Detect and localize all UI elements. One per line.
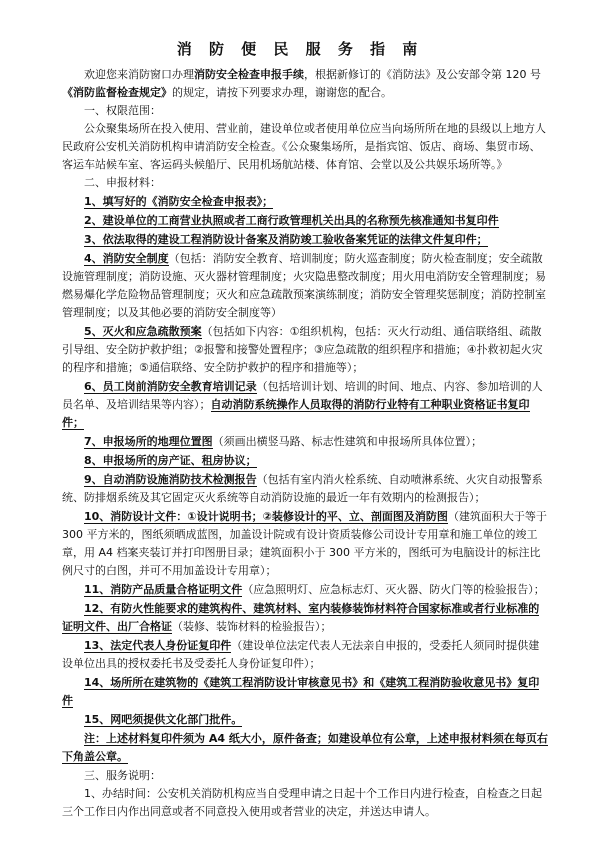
material-label: 4、消防安全制度 [84, 252, 169, 265]
section1-heading: 一、权限范围： [84, 104, 161, 117]
material-detail: （应急照明灯、应急标志灯、灭火器、防火门等的检验报告）； [242, 583, 545, 596]
material-label: 5、灭火和应急疏散预案 [84, 325, 202, 338]
materials-note [62, 730, 548, 766]
material-item-13 [62, 637, 548, 673]
material-item-6 [62, 378, 548, 432]
material-detail: （建筑面积大于等于 300 平方米的，图纸须晒成蓝图，加盖设计院或有设计资质装修公司设计专用章和施工单位的竣工章，用 A4 档案夹装订并打印图册目录；建筑面积小于 300 平方米的，图纸可为电脑设计的标注比例尺寸的白图，并可不用加盖设计专用章）； [62, 510, 547, 577]
material-label: 10、消防设计文件：①设计说明书；②装修设计的平、立、剖面图及消防图 [84, 510, 448, 523]
material-item-4 [62, 250, 548, 322]
material-item-10 [62, 508, 548, 580]
material-item-8 [62, 452, 548, 470]
intro-paragraph [62, 66, 548, 102]
section3-text: 1、办结时间：公安机关消防机构应当自受理申请之日起十个工作日内进行检查，自检查之日起三个工作日内作出同意或者不同意投入使用或者营业的决定，并送达申请人。 [62, 787, 542, 818]
material-item-3 [62, 231, 548, 249]
material-label: 3、依法取得的建设工程消防设计备案及消防竣工验收备案凭证的法律文件复印件； [84, 233, 488, 246]
material-label: 15、网吧须提供文化部门批件。 [84, 713, 243, 726]
material-item-9 [62, 471, 548, 507]
document-body [0, 66, 600, 821]
material-item-15 [62, 711, 548, 729]
section2-heading: 二、申报材料： [84, 176, 161, 189]
intro-bold-1: 消防安全检查申报手续 [194, 68, 304, 81]
material-label: 9、自动消防设施消防技术检测报告 [84, 473, 257, 486]
intro-pre: 欢迎您来消防窗口办理 [84, 68, 194, 81]
material-detail: （须画出横竖马路、标志性建筑和申报场所具体位置）； [212, 435, 483, 448]
material-label: 1、填写好的《消防安全检查申报表》； [84, 195, 274, 208]
material-label: 6、员工岗前消防安全教育培训记录 [84, 380, 257, 393]
material-detail: （包括培训计划、培训的时间、地点、内容、参加培训的人员名单、及培训结果等内容）； [62, 380, 543, 411]
material-label: 13、法定代表人身份证复印件 [84, 639, 232, 652]
material-label: 12、有防火性能要求的建筑构件、建筑材料、室内装修装饰材料符合国家标准或者行业标准的证明文件、出厂合格证 [62, 602, 540, 633]
material-detail: （包括如下内容：①组织机构，包括：灭火行动组、通信联络组、疏散引导组、安全防护救护组；②报警和接警处置程序；③应急疏散的组织程序和措施；④扑救初起火灾的程序和措施；⑤通信联络、安全防护救护的程序和措施等）； [62, 325, 543, 374]
intro-bold-2: 《消防监督检查规定》 [62, 86, 172, 99]
material-label: 2、建设单位的工商营业执照或者工商行政管理机关出具的名称预先核准通知书复印件 [84, 214, 499, 227]
material-item-7 [62, 433, 548, 451]
material-item-5 [62, 323, 548, 377]
material-extra: 自动消防系统操作人员取得的消防行业特有工种职业资格证书复印件； [62, 398, 530, 429]
material-label: 11、消防产品质量合格证明文件 [84, 583, 243, 596]
material-item-14 [62, 674, 548, 710]
material-label: 14、场所所在建筑物的《建筑工程消防设计审核意见书》和《建筑工程消防验收意见书》复印件 [62, 676, 540, 707]
intro-post: 的规定，请按下列要求办理，谢谢您的配合。 [172, 86, 392, 99]
material-detail: （建设单位法定代表人无法亲自申报的，受委托人须同时提供建设单位出具的授权委托书及受委托人身份证复印件）； [62, 639, 540, 670]
material-detail: （包括：消防安全教育、培训制度；防火巡查制度；防火检查制度；安全疏散设施管理制度；消防设施、灭火器材管理制度；火灾隐患整改制度；用火用电消防安全管理制度；易燃易爆化学危险物品管理制度；灭火和应急疏散预案演练制度；消防安全管理奖惩制度；消防控制室管理制度；以及其他必要的消防安全制度等） [62, 252, 546, 319]
material-item-2 [62, 212, 548, 230]
material-item-11 [62, 581, 548, 599]
materials-note-text: 注：上述材料复印件须为 A4 纸大小，原件备查；如建设单位有公章，上述申报材料须在每页右下角盖公章。 [62, 732, 548, 763]
material-detail: （装修、装饰材料的检验报告）； [172, 620, 332, 633]
material-label: 8、申报场所的房产证、租房协议； [84, 454, 257, 467]
section1-text: 公众聚集场所在投入使用、营业前，建设单位或者使用单位应当向场所所在地的县级以上地方人民政府公安机关消防机构申请消防安全检查。《公众聚集场所，是指宾馆、饭店、商场、集贸市场、客运车站候车室、客运码头候船厅、民用机场航站楼、体育馆、会堂以及公共娱乐场所等。》 [62, 122, 546, 171]
intro-mid: ，根据新修订的《消防法》及公安部令第 120 号 [304, 68, 541, 81]
section3-heading: 三、服务说明： [84, 769, 161, 782]
material-item-1 [62, 193, 548, 211]
document-title: 消 防 便 民 服 务 指 南 [176, 40, 424, 58]
material-detail: （包括有室内消火栓系统、自动喷淋系统、火灾自动报警系统、防排烟系统及其它固定灭火系统等自动消防设施的最近一年有效期内的检测报告）； [62, 473, 543, 504]
material-label: 7、申报场所的地理位置图 [84, 435, 213, 448]
material-item-12 [62, 600, 548, 636]
